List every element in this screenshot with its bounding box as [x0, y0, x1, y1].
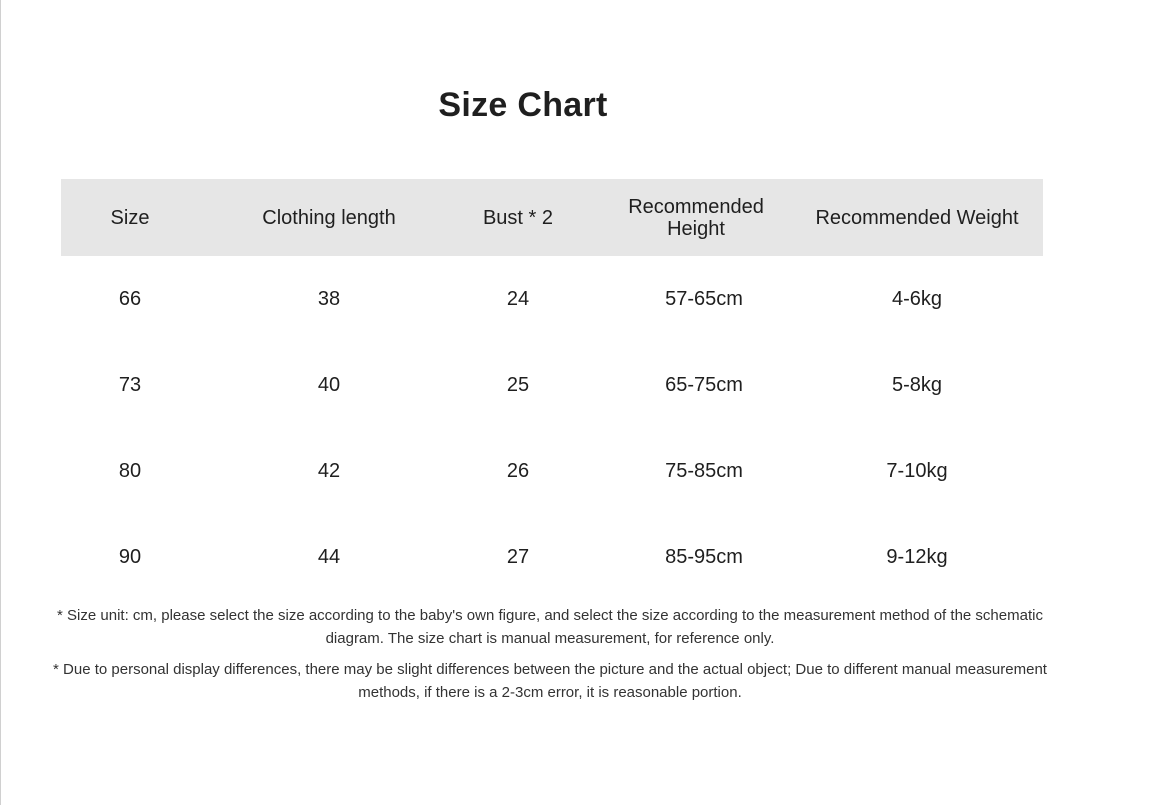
- cell-bust: 27: [506, 545, 530, 568]
- cell-height: 85-95cm: [665, 545, 743, 568]
- cell-bust: 26: [506, 459, 530, 482]
- header-clothing-length: Clothing length: [262, 206, 396, 229]
- cell-clothing-length: 42: [317, 459, 341, 482]
- cell-height: 65-75cm: [665, 373, 743, 396]
- cell-size: 90: [118, 545, 142, 568]
- cell-bust: 24: [506, 287, 530, 310]
- header-recommended-height: Recommended Height: [628, 195, 764, 240]
- cell-size: 80: [118, 459, 142, 482]
- header-size: Size: [110, 206, 150, 229]
- cell-size: 66: [118, 287, 142, 310]
- note-size-unit: * Size unit: cm, please select the size according to the baby's own figure, and select the size according to the measurement method of the schematic diagram. The size chart is manual measurement, for reference only.: [57, 607, 1043, 647]
- cell-clothing-length: 40: [317, 373, 341, 396]
- table-header-row: [61, 179, 1043, 256]
- table-row: [61, 514, 1043, 600]
- table-row: [61, 428, 1043, 514]
- size-notes: [48, 604, 1052, 712]
- note-display-difference: * Due to personal display differences, there may be slight differences between the picture and the actual object; Due to different manual measurement methods, if there is a 2-3cm error, it is reasonable portion.: [53, 661, 1047, 701]
- cell-clothing-length: 44: [317, 545, 341, 568]
- cell-weight: 5-8kg: [891, 373, 943, 396]
- header-bust: Bust * 2: [482, 206, 554, 229]
- cell-clothing-length: 38: [317, 287, 341, 310]
- cell-weight: 9-12kg: [886, 545, 948, 568]
- cell-height: 57-65cm: [665, 287, 743, 310]
- size-table: [61, 179, 1043, 600]
- cell-bust: 25: [506, 373, 530, 396]
- cell-size: 73: [118, 373, 142, 396]
- table-row: [61, 342, 1043, 428]
- cell-weight: 7-10kg: [886, 459, 948, 482]
- cell-height: 75-85cm: [665, 459, 743, 482]
- table-row: [61, 256, 1043, 342]
- header-recommended-weight: Recommended Weight: [815, 206, 1019, 229]
- page-title: Size Chart: [438, 86, 608, 124]
- cell-weight: 4-6kg: [891, 287, 943, 310]
